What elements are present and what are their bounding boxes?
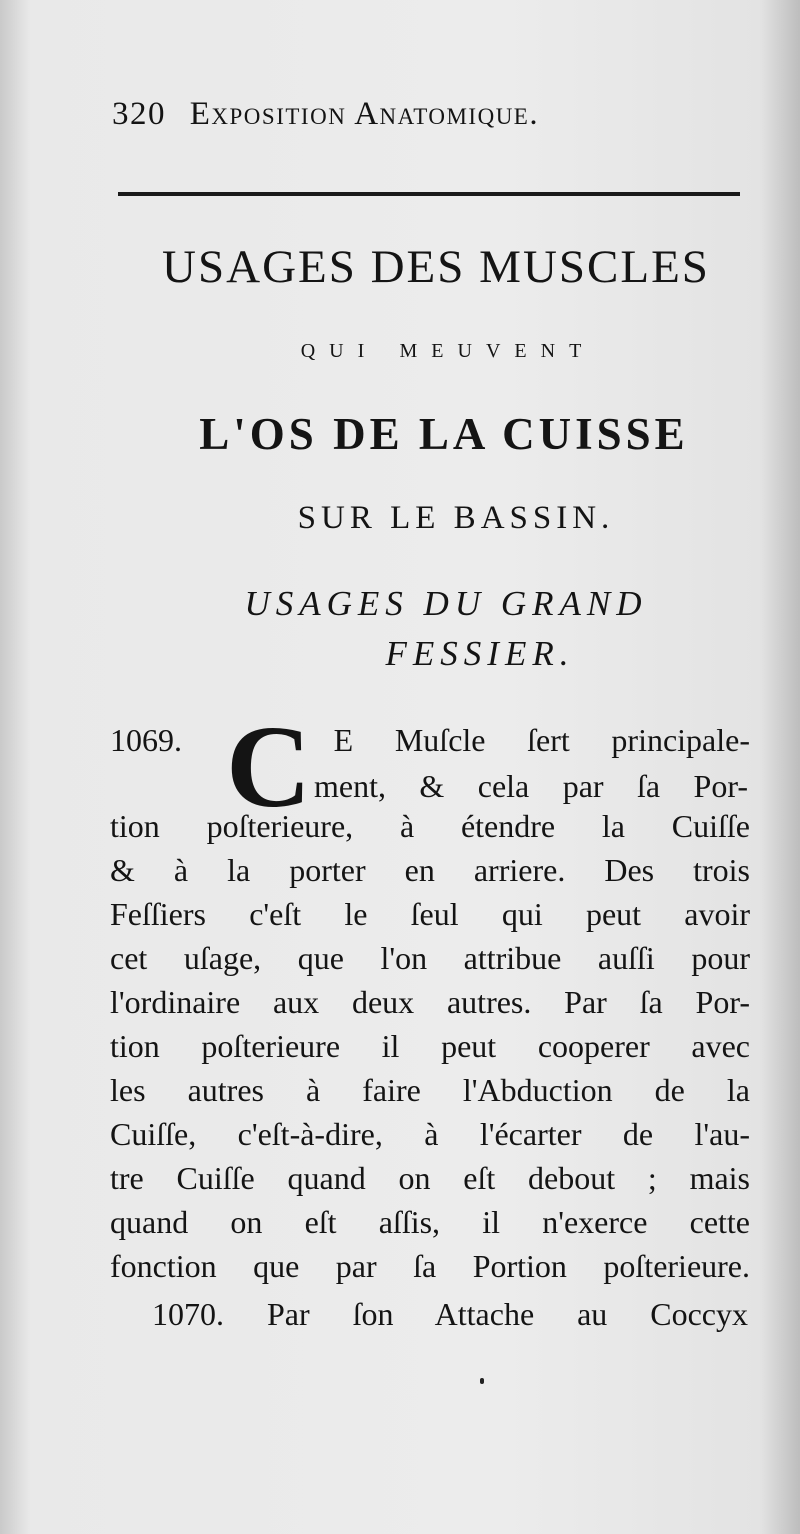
body-line: les autres à faire l'Abduction de la bbox=[110, 1072, 750, 1108]
section-title-line-1: USAGES DES MUSCLES bbox=[162, 241, 710, 293]
body-line: ment, & cela par ſa Por- bbox=[314, 768, 748, 804]
body-line: Cuiſſe, c'eſt-à-dire, à l'écarter de l'au- bbox=[110, 1116, 750, 1152]
subsection-title-line-2: FESSIER. bbox=[385, 634, 575, 673]
header-rule bbox=[118, 192, 740, 196]
running-title: Exposition Anatomique. bbox=[189, 96, 540, 132]
body-line: tion poſterieure, à étendre la Cuiſſe bbox=[110, 808, 750, 844]
subsection-title-line-1: USAGES DU GRAND bbox=[244, 584, 648, 623]
section-title-line-2: qui meuvent bbox=[300, 332, 596, 364]
body-line bbox=[110, 722, 750, 759]
paragraph-number: 1069. bbox=[110, 722, 182, 758]
body-line: & à la porter en arriere. Des trois bbox=[110, 852, 750, 888]
ink-speck bbox=[480, 1378, 484, 1384]
running-head bbox=[112, 96, 752, 133]
section-title-line-4: SUR LE BASSIN. bbox=[297, 500, 615, 536]
body-line: tre Cuiſſe quand on eſt debout ; mais bbox=[110, 1160, 750, 1196]
section-title-line-3: L'OS DE LA CUISSE bbox=[199, 409, 689, 459]
drop-cap: C bbox=[226, 701, 312, 832]
body-line: cet uſage, que l'on attribue auſſi pour bbox=[110, 940, 750, 976]
body-line: fonction que par ſa Portion poſterieure. bbox=[110, 1248, 750, 1284]
page-number: 320 bbox=[112, 96, 166, 132]
body-line-text: E Muſcle ſert principale- bbox=[333, 722, 751, 758]
body-line: tion poſterieure il peut cooperer avec bbox=[110, 1028, 750, 1064]
body-line: 1070. Par ſon Attache au Coccyx bbox=[152, 1296, 748, 1332]
body-line: quand on eſt aſſis, il n'exerce cette bbox=[110, 1204, 750, 1240]
body-line: Feſſiers c'eſt le ſeul qui peut avoir bbox=[110, 896, 750, 932]
body-line: l'ordinaire aux deux autres. Par ſa Por- bbox=[110, 984, 750, 1020]
